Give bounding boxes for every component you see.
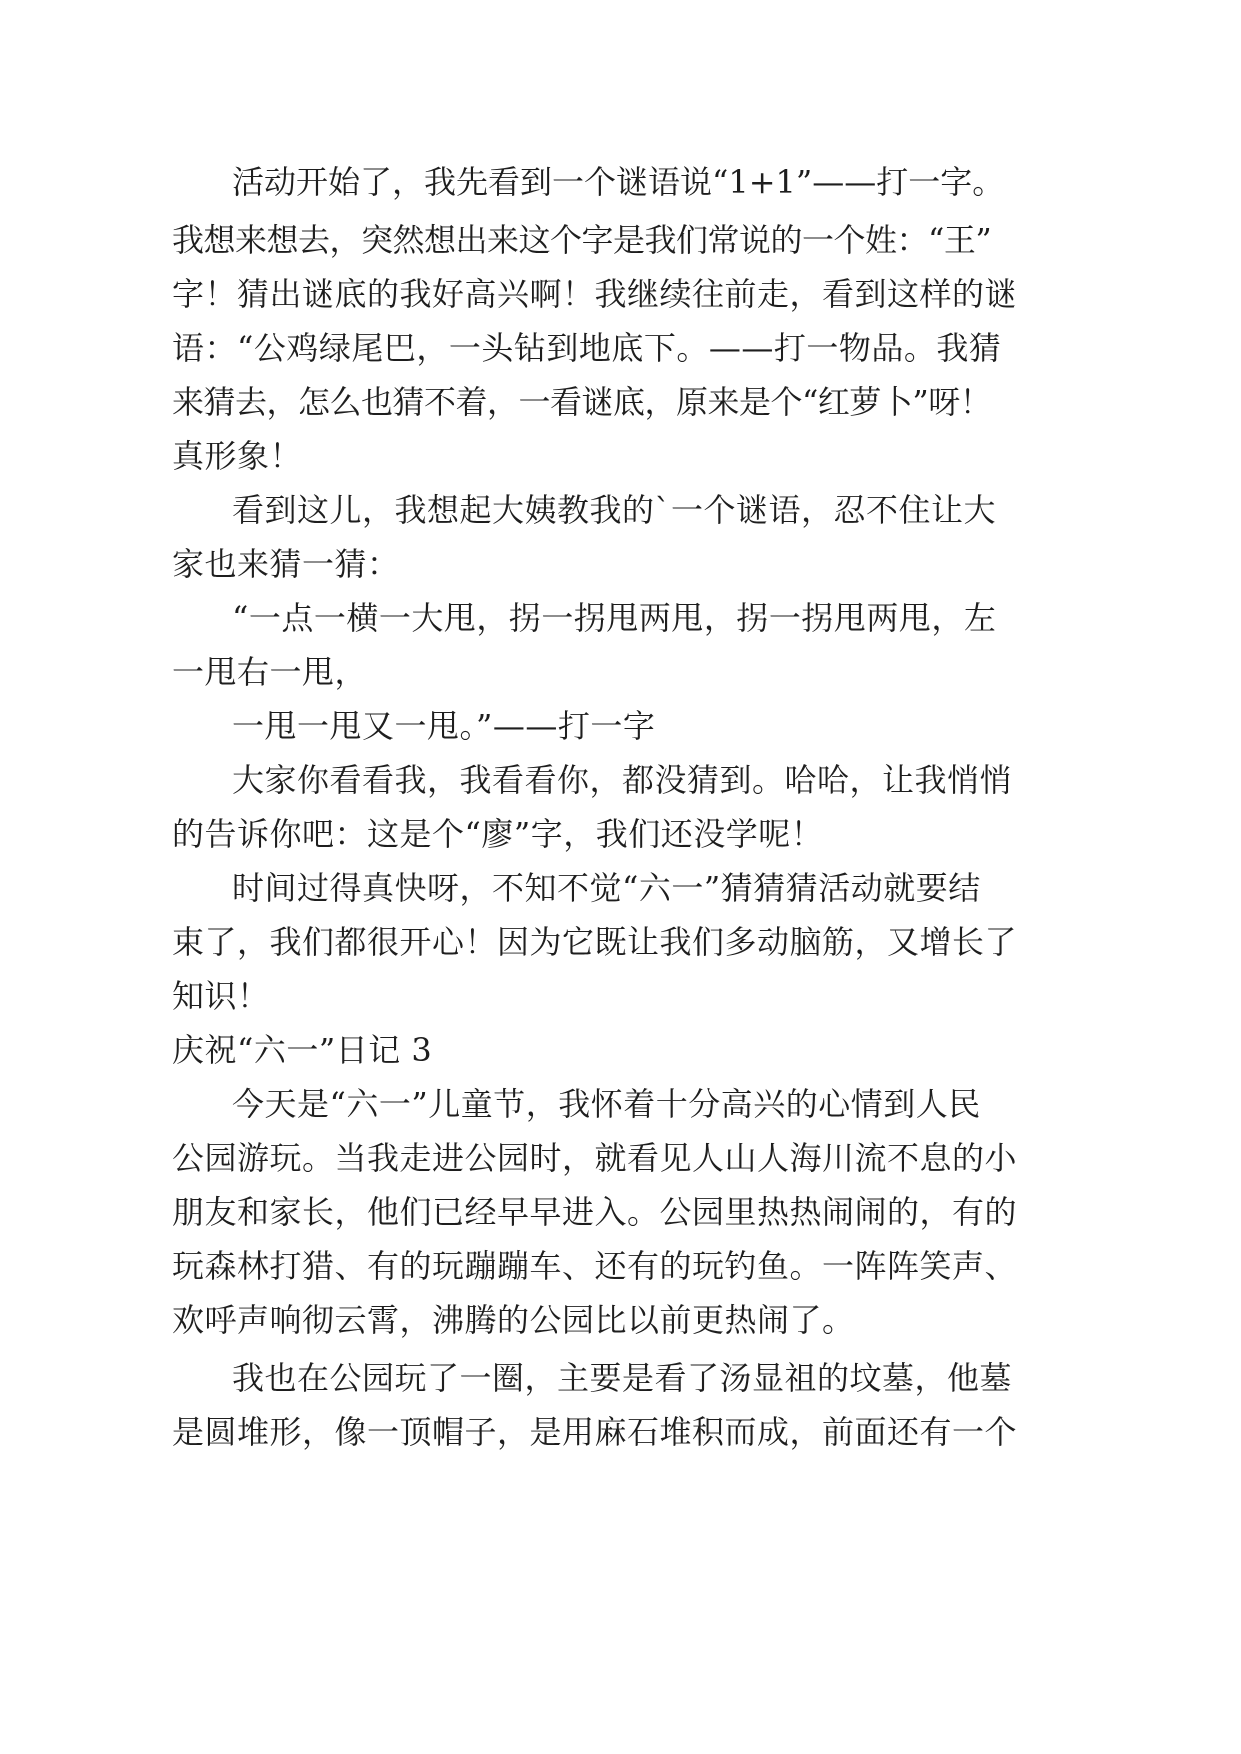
text-line: 欢呼声响彻云霄，沸腾的公园比以前更热闹了。	[172, 1301, 855, 1339]
text-line: 知识！	[172, 977, 270, 1015]
text-line: 是圆堆形，像一顶帽子，是用麻石堆积而成，前面还有一个	[172, 1413, 1018, 1451]
text-line: 真形象！	[172, 437, 303, 475]
text-line: 一甩一甩又一甩。”——打一字	[232, 707, 656, 745]
text-line: 今天是“六一”儿童节，我怀着十分高兴的心情到人民	[232, 1085, 981, 1123]
text-line: 大家你看看我，我看看你，都没猜到。哈哈，让我悄悄	[232, 761, 1013, 799]
text-line: 语：“公鸡绿尾巴，一头钻到地底下。——打一物品。我猜	[172, 329, 1002, 367]
text-line: 公园游玩。当我走进公园时，就看见人山人海川流不息的小	[172, 1139, 1018, 1177]
text-line: 活动开始了，我先看到一个谜语说“1+1”——打一字。	[232, 163, 1005, 201]
text-line: 看到这儿，我想起大姨教我的`一个谜语，忍不住让大	[232, 491, 997, 529]
text-line: 玩森林打猎、有的玩蹦蹦车、还有的玩钓鱼。一阵阵笑声、	[172, 1247, 1018, 1285]
section-heading: 庆祝“六一”日记 3	[172, 1031, 433, 1069]
text-line: “一点一横一大甩，拐一拐甩两甩，拐一拐甩两甩，左	[232, 599, 997, 637]
text-line: 的告诉你吧：这是个“廖”字，我们还没学呢！	[172, 815, 824, 853]
text-line: 来猜去，怎么也猜不着，一看谜底，原来是个“红萝卜”呀！	[172, 383, 992, 421]
text-line: 我想来想去，突然想出来这个字是我们常说的一个姓：“王”	[172, 221, 992, 259]
text-line: 束了，我们都很开心！因为它既让我们多动脑筋，又增长了	[172, 923, 1018, 961]
text-line: 朋友和家长，他们已经早早进入。公园里热热闹闹的，有的	[172, 1193, 1018, 1231]
text-line: 字！猜出谜底的我好高兴啊！我继续往前走，看到这样的谜	[172, 275, 1018, 313]
text-line: 我也在公园玩了一圈，主要是看了汤显祖的坟墓，他墓	[232, 1359, 1013, 1397]
text-line: 时间过得真快呀，不知不觉“六一”猜猜猜活动就要结	[232, 869, 981, 907]
text-line: 一甩右一甩，	[172, 653, 368, 691]
text-line: 家也来猜一猜：	[172, 545, 400, 583]
